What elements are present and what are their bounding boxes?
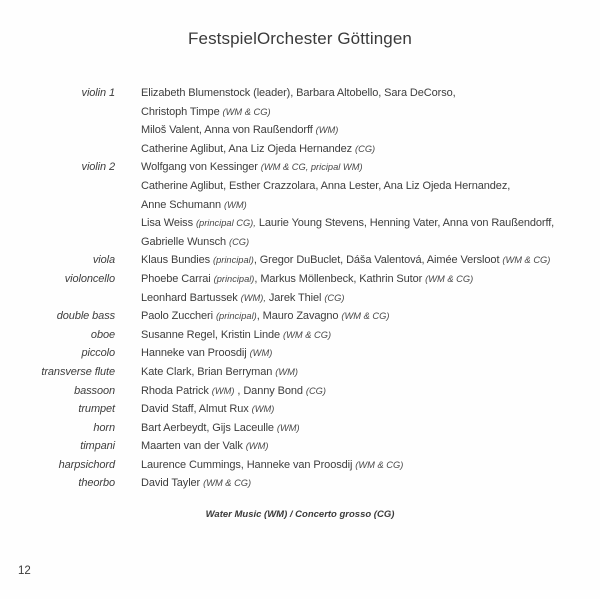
orchestra-roster xyxy=(0,84,592,493)
instrument-label: oboe xyxy=(90,328,115,341)
work-tag: (WM & CG) xyxy=(283,329,332,340)
instrument-label: violin 1 xyxy=(81,87,115,99)
musician-line xyxy=(141,344,592,363)
work-tag: (WM & CG) xyxy=(222,106,271,117)
instrument-label: harpsichord xyxy=(58,458,115,471)
roster-row xyxy=(0,326,592,345)
instrument-label: double bass xyxy=(56,310,115,323)
musician-name: Hanneke van Proosdij xyxy=(141,347,250,360)
work-tag: (CG) xyxy=(324,292,345,303)
instrument-label: violoncello xyxy=(64,272,115,285)
instrument-label: transverse flute xyxy=(41,365,115,378)
roster-row xyxy=(0,400,592,419)
musician-name: Bart Aerbeydt, Gijs Laceulle xyxy=(141,421,277,434)
musician-name: , Danny Bond xyxy=(234,384,306,397)
musician-names xyxy=(115,270,592,307)
work-tag: (WM & CG) xyxy=(203,478,252,489)
musician-name: Miloš Valent, Anna von Raußendorff xyxy=(141,124,316,137)
instrument-label: theorbo xyxy=(78,477,115,490)
musician-name: Paolo Zuccheri xyxy=(141,310,216,323)
musician-name: Anne Schumann xyxy=(141,198,224,211)
musician-line xyxy=(141,233,592,252)
musician-name: Lisa Weiss xyxy=(141,217,196,230)
instrument-label: timpani xyxy=(80,440,115,453)
roster-row xyxy=(0,158,592,251)
musician-name: Kate Clark, Brian Berryman xyxy=(141,365,276,378)
instrument-label: piccolo xyxy=(81,347,115,360)
musician-name: Phoebe Carrai xyxy=(141,272,214,285)
musician-names xyxy=(115,419,592,438)
page-number: 12 xyxy=(18,565,31,577)
work-tag: (WM) xyxy=(276,422,300,433)
roster-row xyxy=(0,456,592,475)
musician-name: Leonhard Bartussek xyxy=(141,291,241,304)
roster-row xyxy=(0,344,592,363)
musician-names xyxy=(115,307,592,326)
instrument-label: trumpet xyxy=(78,403,115,416)
work-tag: (WM) xyxy=(275,366,298,377)
musician-line xyxy=(141,103,592,122)
musician-line xyxy=(141,177,592,196)
musician-names xyxy=(115,474,592,493)
work-tag: (principal CG), xyxy=(195,218,256,229)
work-tag: (CG) xyxy=(305,385,326,396)
musician-name: Gabrielle Wunsch xyxy=(141,235,229,248)
musician-name: Rhoda Patrick xyxy=(141,384,212,397)
musician-name: Laurie Young Stevens, Henning Vater, Anna von Raußendorff, xyxy=(255,217,555,230)
musician-line xyxy=(141,456,592,475)
work-tag: (WM) xyxy=(245,441,269,452)
musician-name: Klaus Bundies xyxy=(141,254,213,267)
musician-line xyxy=(141,307,592,326)
roster-row xyxy=(0,307,592,326)
work-tag: (WM & CG) xyxy=(502,255,551,266)
musician-line xyxy=(141,419,592,438)
roster-row xyxy=(0,474,592,493)
musician-name: Susanne Regel, Kristin Linde xyxy=(141,328,284,341)
musician-name: Catherine Aglibut, Ana Liz Ojeda Hernandez xyxy=(141,142,356,155)
instrument-label: violin 2 xyxy=(81,161,115,174)
work-tag: (CG) xyxy=(228,236,250,247)
roster-row xyxy=(0,419,592,438)
page-title: FestspielOrchester Göttingen xyxy=(188,29,412,48)
work-tag: (WM) xyxy=(251,404,275,415)
instrument-label: bassoon xyxy=(74,384,115,397)
instrument-label: horn xyxy=(93,421,115,434)
musician-names xyxy=(115,344,592,363)
musician-line xyxy=(141,196,592,215)
roster-row xyxy=(0,251,592,270)
musician-line xyxy=(141,437,592,456)
work-tag: (WM) xyxy=(315,125,339,136)
roster-row xyxy=(0,84,592,158)
musician-names xyxy=(115,400,592,419)
musician-line xyxy=(141,382,592,401)
musician-names xyxy=(115,84,592,158)
musician-names xyxy=(115,456,592,475)
musician-line xyxy=(141,474,592,493)
musician-name: Catherine Aglibut, Esther Crazzolara, Anna Lester, Ana Liz Ojeda Hernandez, xyxy=(141,179,511,192)
instrument-label: viola xyxy=(92,254,115,267)
musician-line xyxy=(141,121,592,140)
work-tag: (principal) xyxy=(213,273,255,284)
musician-names xyxy=(115,363,592,382)
work-tag: (WM & CG) xyxy=(355,459,404,470)
musician-name: Jarek Thiel xyxy=(265,291,325,304)
musician-names xyxy=(115,251,592,270)
musician-line xyxy=(141,326,592,345)
musician-name: Maarten van der Valk xyxy=(141,440,246,453)
work-tag: (CG) xyxy=(355,143,376,154)
legend-footnote: Water Music (WM) / Concerto grosso (CG) xyxy=(205,509,395,520)
musician-line xyxy=(141,251,592,270)
musician-line xyxy=(141,289,592,308)
work-tag: (WM & CG, pricipal WM) xyxy=(260,162,363,173)
musician-name: Christoph Timpe xyxy=(141,105,223,118)
musician-name: Laurence Cummings, Hanneke van Proosdij xyxy=(141,458,356,471)
roster-row xyxy=(0,363,592,382)
work-tag: (principal) xyxy=(212,255,254,266)
roster-row xyxy=(0,437,592,456)
work-tag: (WM & CG) xyxy=(425,273,474,284)
work-tag: (principal) xyxy=(215,311,257,322)
musician-line xyxy=(141,84,592,103)
musician-line xyxy=(141,140,592,159)
musician-name: , Markus Möllenbeck, Kathrin Sutor xyxy=(254,272,426,285)
musician-names xyxy=(115,437,592,456)
musician-name: , Mauro Zavagno xyxy=(256,310,342,323)
musician-line xyxy=(141,363,592,382)
work-tag: (WM) xyxy=(224,199,247,210)
musician-name: Elizabeth Blumenstock (leader), Barbara Altobello, Sara DeCorso, xyxy=(141,87,456,99)
musician-names xyxy=(115,326,592,345)
work-tag: (WM), xyxy=(240,292,266,303)
musician-names xyxy=(115,382,592,401)
musician-name: David Staff, Almut Rux xyxy=(141,403,252,416)
musician-line xyxy=(141,158,592,177)
musician-line xyxy=(141,214,592,233)
work-tag: (WM) xyxy=(211,385,235,396)
work-tag: (WM & CG) xyxy=(341,311,390,322)
musician-name: Wolfgang von Kessinger xyxy=(141,161,261,174)
roster-row xyxy=(0,270,592,307)
musician-name: , Gregor DuBuclet, Dáša Valentová, Aimée Versloot xyxy=(253,254,503,267)
musician-line xyxy=(141,400,592,419)
work-tag: (WM) xyxy=(249,348,273,359)
roster-row xyxy=(0,382,592,401)
musician-names xyxy=(115,158,592,251)
musician-name: David Tayler xyxy=(141,477,204,490)
musician-line xyxy=(141,270,592,289)
